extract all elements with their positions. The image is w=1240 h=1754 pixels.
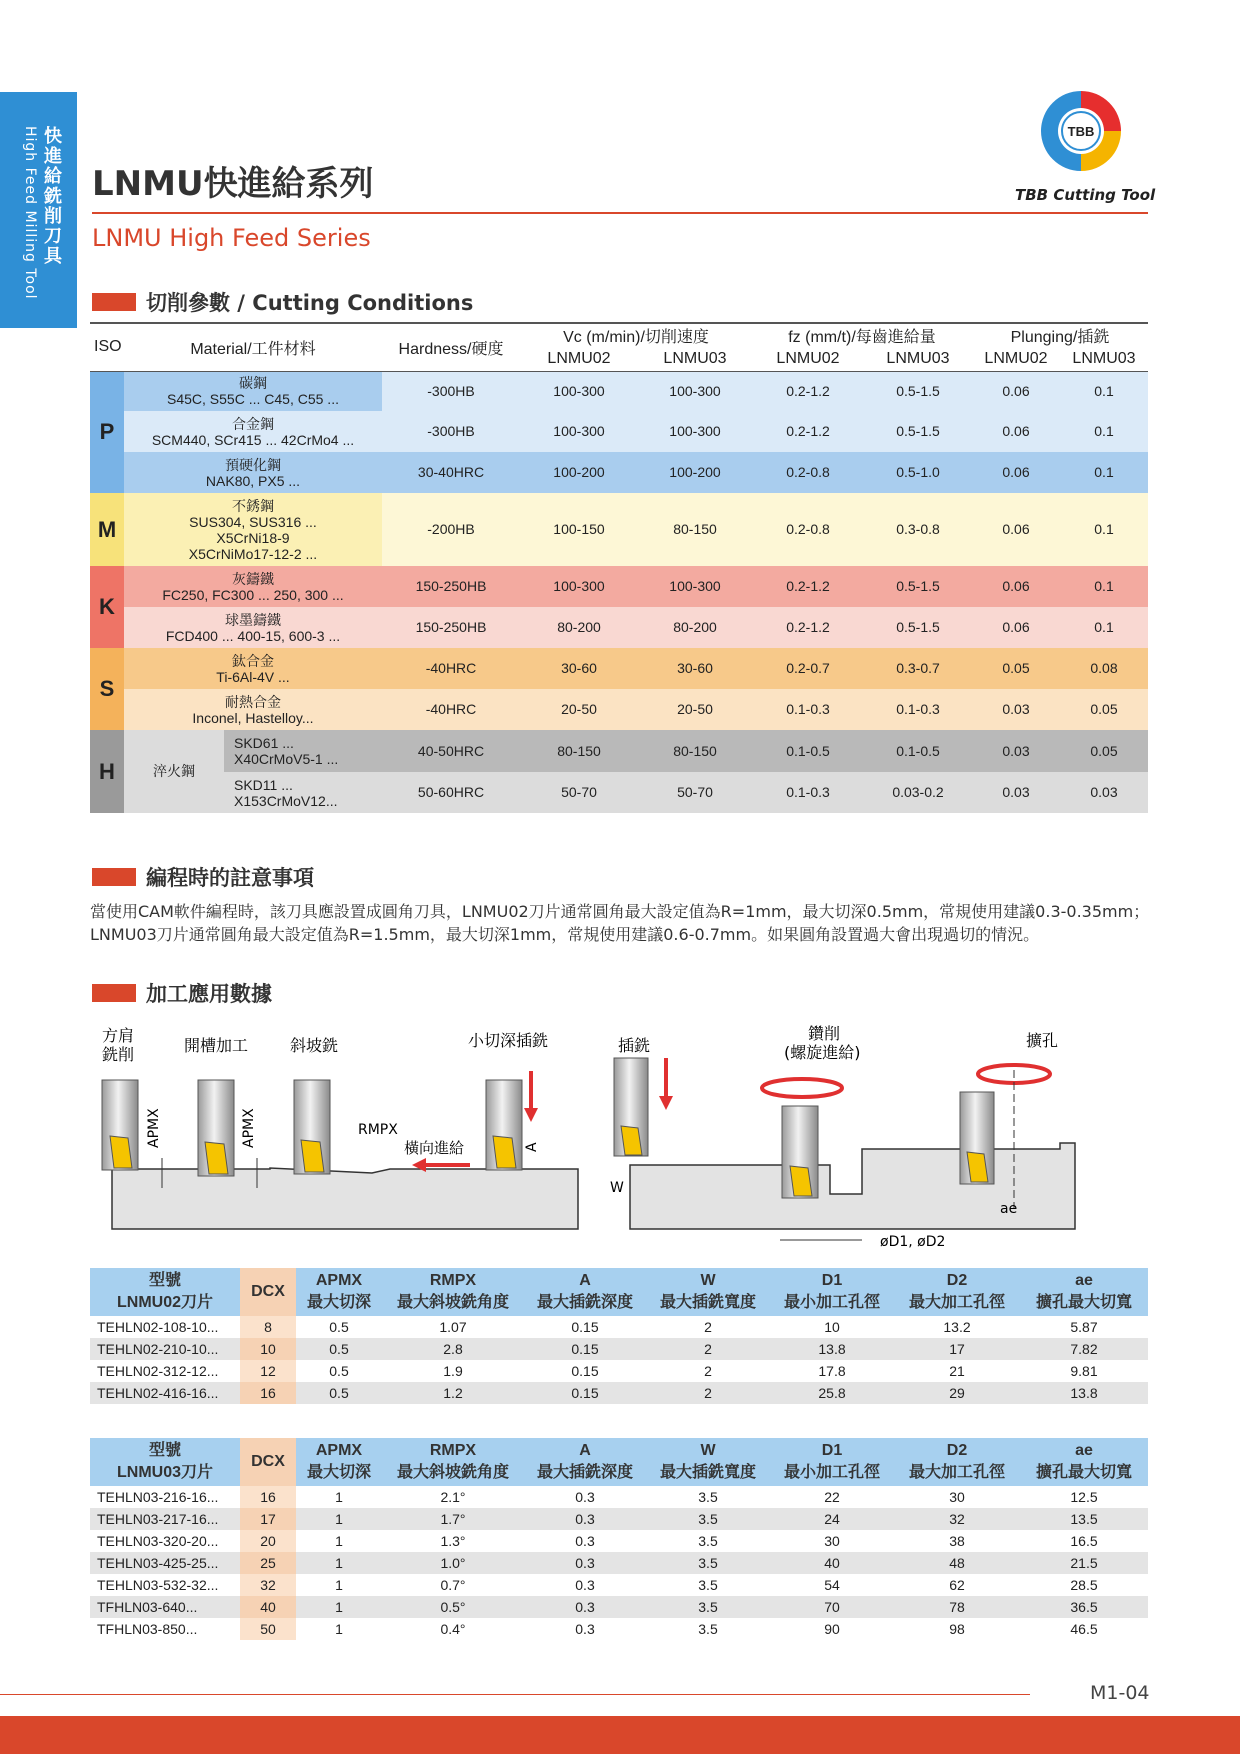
section-bar xyxy=(92,868,136,886)
table-row xyxy=(90,493,1148,566)
table-row: TEHLN03-216-16... 16 1 2.1° 0.3 3.5 22 30 12.5 xyxy=(90,1486,1148,1508)
vc02-cell: 20-50 xyxy=(520,689,638,730)
label-rmpx: RMPX xyxy=(358,1122,398,1138)
pl02-cell: 0.06 xyxy=(972,493,1060,566)
vc03-cell: 80-200 xyxy=(638,607,752,648)
vc03-cell: 30-60 xyxy=(638,648,752,689)
label-apmx-1: APMX xyxy=(146,1108,162,1148)
pl03-cell: 0.1 xyxy=(1060,452,1148,493)
table-row: TEHLN03-425-25... 25 1 1.0° 0.3 3.5 40 48 21.5 xyxy=(90,1552,1148,1574)
table-row: TEHLN03-217-16... 17 1 1.7° 0.3 3.5 24 32 13.5 xyxy=(90,1508,1148,1530)
fz-lnmu03: LNMU03 xyxy=(864,347,972,371)
section-title: 切削參數 / Cutting Conditions xyxy=(146,291,474,315)
table-row xyxy=(90,411,1148,452)
label-square-2: 銑削 xyxy=(102,1045,135,1064)
pl03-cell: 0.1 xyxy=(1060,566,1148,607)
vc-lnmu02: LNMU02 xyxy=(520,347,638,371)
ae-header: ae 擴孔最大切寬 xyxy=(1020,1438,1148,1486)
table-row xyxy=(90,607,1148,648)
fz02-cell: 0.2-1.2 xyxy=(752,607,864,648)
title-divider xyxy=(92,212,1148,214)
pl02-cell: 0.05 xyxy=(972,648,1060,689)
label-small-plunge: 小切深插銑 xyxy=(468,1031,549,1050)
material-cell: SKD61 ... X40CrMoV5-1 ... xyxy=(224,730,382,772)
table-row: TEHLN02-416-16... 16 0.5 1.2 0.15 2 25.8 29 13.8 xyxy=(90,1382,1148,1404)
tbb-logo-icon xyxy=(1036,86,1126,176)
lnmu03-spec-table xyxy=(90,1438,1148,1640)
fz02-cell: 0.1-0.3 xyxy=(752,772,864,813)
vc02-cell: 100-200 xyxy=(520,452,638,493)
material-group-cell: 淬火鋼 xyxy=(124,730,224,813)
fz03-cell: 0.3-0.8 xyxy=(864,493,972,566)
pl02-cell: 0.06 xyxy=(972,566,1060,607)
fz-header: fz (mm/t)/每齒進給量 xyxy=(752,323,972,347)
table-row xyxy=(90,648,1148,689)
fz03-cell: 0.5-1.5 xyxy=(864,566,972,607)
vc03-cell: 80-150 xyxy=(638,730,752,772)
tool-bore xyxy=(960,1092,994,1184)
pl02-cell: 0.06 xyxy=(972,411,1060,452)
vc03-cell: 100-300 xyxy=(638,411,752,452)
table-row xyxy=(90,689,1148,730)
page-title-cn: LNMU快進給系列 xyxy=(92,164,374,204)
material-cell: 耐熱合金 Inconel, Hastelloy... xyxy=(124,689,382,730)
label-helical-1: 鑽削 xyxy=(808,1024,841,1043)
fz02-cell: 0.2-1.2 xyxy=(752,566,864,607)
vc-header: Vc (m/min)/切削速度 xyxy=(520,323,752,347)
vc02-cell: 100-300 xyxy=(520,371,638,411)
material-cell: 預硬化鋼 NAK80, PX5 ... xyxy=(124,452,382,493)
tool-slot xyxy=(198,1080,234,1176)
hardness-cell: -300HB xyxy=(382,371,520,411)
iso-h-badge: H xyxy=(90,730,124,813)
vc-lnmu03: LNMU03 xyxy=(638,347,752,371)
fz02-cell: 0.2-0.8 xyxy=(752,493,864,566)
footer-bar xyxy=(0,1716,1240,1754)
vc02-cell: 100-150 xyxy=(520,493,638,566)
pl03-cell: 0.05 xyxy=(1060,689,1148,730)
vc03-cell: 100-300 xyxy=(638,566,752,607)
fz02-cell: 0.2-1.2 xyxy=(752,411,864,452)
iso-s-badge: S xyxy=(90,648,124,730)
material-cell: 不銹鋼 SUS304, SUS316 ... X5CrNi18-9 X5CrNiMo17-12-2 ... xyxy=(124,493,382,566)
pl-lnmu02: LNMU02 xyxy=(972,347,1060,371)
tool-helical xyxy=(782,1106,818,1198)
tool-small-plunge xyxy=(486,1080,522,1170)
fz02-cell: 0.2-0.7 xyxy=(752,648,864,689)
d1-header: D1 最小加工孔徑 xyxy=(770,1438,894,1486)
label-slot: 開槽加工 xyxy=(184,1036,249,1055)
lnmu02-spec-table xyxy=(90,1268,1148,1404)
pl02-cell: 0.03 xyxy=(972,772,1060,813)
label-square-1: 方肩 xyxy=(102,1026,135,1045)
table-row xyxy=(90,772,1148,813)
section-title: 加工應用數據 xyxy=(146,982,272,1006)
section-heading-data xyxy=(92,978,272,1008)
workpiece-left xyxy=(112,1168,578,1229)
fz03-cell: 0.5-1.5 xyxy=(864,411,972,452)
w-header: W 最大插銑寬度 xyxy=(646,1268,770,1316)
page-title-en: LNMU High Feed Series xyxy=(92,224,371,252)
table-row: TEHLN03-320-20... 20 1 1.3° 0.3 3.5 30 38 16.5 xyxy=(90,1530,1148,1552)
table-row: TEHLN02-210-10... 10 0.5 2.8 0.15 2 13.8 17 7.82 xyxy=(90,1338,1148,1360)
section-bar xyxy=(92,293,136,311)
vc03-cell: 100-300 xyxy=(638,371,752,411)
fz-lnmu02: LNMU02 xyxy=(752,347,864,371)
pl02-cell: 0.06 xyxy=(972,371,1060,411)
pl-lnmu03: LNMU03 xyxy=(1060,347,1148,371)
side-tab-en: High Feed Milling Tool xyxy=(22,126,38,300)
vc02-cell: 80-150 xyxy=(520,730,638,772)
helical-rotation-icon xyxy=(762,1079,842,1097)
vc03-cell: 50-70 xyxy=(638,772,752,813)
label-d: øD1, øD2 xyxy=(880,1234,946,1250)
ae-header: ae 擴孔最大切寬 xyxy=(1020,1268,1148,1316)
fz02-cell: 0.2-0.8 xyxy=(752,452,864,493)
table-row: TEHLN03-532-32... 32 1 0.7° 0.3 3.5 54 62 28.5 xyxy=(90,1574,1148,1596)
page-number: M1-04 xyxy=(1090,1682,1150,1704)
pl02-cell: 0.06 xyxy=(972,607,1060,648)
footer-divider xyxy=(0,1694,1030,1695)
logo-text: TBB xyxy=(1067,124,1095,139)
section-heading-notes xyxy=(92,862,314,892)
rmpx-header: RMPX 最大斜坡銑角度 xyxy=(382,1438,524,1486)
vc02-cell: 30-60 xyxy=(520,648,638,689)
hardness-cell: 150-250HB xyxy=(382,607,520,648)
hardness-cell: 40-50HRC xyxy=(382,730,520,772)
section-bar xyxy=(92,984,136,1002)
table-row: TEHLN02-312-12... 12 0.5 1.9 0.15 2 17.8 21 9.81 xyxy=(90,1360,1148,1382)
fz02-cell: 0.1-0.3 xyxy=(752,689,864,730)
vc02-cell: 50-70 xyxy=(520,772,638,813)
pl03-cell: 0.03 xyxy=(1060,772,1148,813)
vc03-cell: 80-150 xyxy=(638,493,752,566)
pl03-cell: 0.05 xyxy=(1060,730,1148,772)
pl02-cell: 0.03 xyxy=(972,689,1060,730)
iso-p-badge: P xyxy=(90,371,124,493)
vc03-cell: 100-200 xyxy=(638,452,752,493)
label-helical-2: (螺旋進給) xyxy=(784,1043,861,1062)
pl03-cell: 0.1 xyxy=(1060,411,1148,452)
fz03-cell: 0.1-0.3 xyxy=(864,689,972,730)
machining-application-diagram xyxy=(90,1018,1150,1258)
pl03-cell: 0.1 xyxy=(1060,493,1148,566)
apmx-header: APMX 最大切深 xyxy=(296,1438,382,1486)
tool-ramp xyxy=(294,1080,330,1174)
side-tab-cn: 快進給銑削刀具 xyxy=(41,126,62,266)
table-row: TFHLN03-850... 50 1 0.4° 0.3 3.5 90 98 46.5 xyxy=(90,1618,1148,1640)
material-cell: 灰鑄鐵 FC250, FC300 ... 250, 300 ... xyxy=(124,566,382,607)
material-cell: 碳鋼 S45C, S55C ... C45, C55 ... xyxy=(124,371,382,411)
label-bore: 擴孔 xyxy=(1026,1031,1059,1050)
material-cell: 球墨鑄鐵 FCD400 ... 400-15, 600-3 ... xyxy=(124,607,382,648)
iso-k-badge: K xyxy=(90,566,124,648)
a-header: A 最大插銑深度 xyxy=(524,1438,646,1486)
table-row xyxy=(90,730,1148,772)
fz03-cell: 0.3-0.7 xyxy=(864,648,972,689)
label-lateral: 橫向進給 xyxy=(404,1139,465,1157)
label-ae: ae xyxy=(1000,1201,1018,1217)
fz03-cell: 0.1-0.5 xyxy=(864,730,972,772)
pl02-cell: 0.06 xyxy=(972,452,1060,493)
material-header: Material/工件材料 xyxy=(124,323,382,371)
d2-header: D2 最大加工孔徑 xyxy=(894,1268,1020,1316)
label-ramp: 斜坡銑 xyxy=(290,1036,339,1055)
pl02-cell: 0.03 xyxy=(972,730,1060,772)
fz02-cell: 0.1-0.5 xyxy=(752,730,864,772)
hardness-cell: -40HRC xyxy=(382,689,520,730)
table-row: TFHLN03-640... 40 1 0.5° 0.3 3.5 70 78 36.5 xyxy=(90,1596,1148,1618)
vc03-cell: 20-50 xyxy=(638,689,752,730)
hardness-header: Hardness/硬度 xyxy=(382,323,520,371)
cutting-conditions-table xyxy=(90,322,1148,813)
hardness-cell: -40HRC xyxy=(382,648,520,689)
label-apmx-2: APMX xyxy=(241,1108,257,1148)
note-line: LNMU03刀片通常圓角最大設定值為R=1.5mm，最大切深1mm，常規使用建議0.6-0.7mm。如果圓角設置過大會出現過切的情況。 xyxy=(90,925,1040,944)
hardness-cell: 30-40HRC xyxy=(382,452,520,493)
section-heading-conditions xyxy=(92,287,473,317)
section-title: 編程時的註意事項 xyxy=(146,866,314,890)
d1-header: D1 最小加工孔徑 xyxy=(770,1268,894,1316)
label-a: A xyxy=(524,1142,540,1152)
w-header: W 最大插銑寬度 xyxy=(646,1438,770,1486)
vc02-cell: 100-300 xyxy=(520,411,638,452)
hardness-cell: -200HB xyxy=(382,493,520,566)
hardness-cell: -300HB xyxy=(382,411,520,452)
tool-square xyxy=(102,1080,138,1170)
pl03-cell: 0.1 xyxy=(1060,607,1148,648)
table-row xyxy=(90,452,1148,493)
d2-header: D2 最大加工孔徑 xyxy=(894,1438,1020,1486)
fz02-cell: 0.2-1.2 xyxy=(752,371,864,411)
fz03-cell: 0.5-1.0 xyxy=(864,452,972,493)
vc02-cell: 80-200 xyxy=(520,607,638,648)
hardness-cell: 150-250HB xyxy=(382,566,520,607)
material-cell: 合金鋼 SCM440, SCr415 ... 42CrMo4 ... xyxy=(124,411,382,452)
label-plunge: 插銑 xyxy=(618,1036,651,1055)
label-w: W xyxy=(610,1180,624,1196)
fz03-cell: 0.5-1.5 xyxy=(864,371,972,411)
brand-name: TBB Cutting Tool xyxy=(1015,186,1156,204)
programming-notes xyxy=(90,900,1170,946)
tool-plunge xyxy=(614,1058,648,1156)
dcx-header: DCX xyxy=(240,1268,296,1316)
plunge-header: Plunging/插銑 xyxy=(972,323,1148,347)
side-tab xyxy=(0,92,77,328)
a-header: A 最大插銑深度 xyxy=(524,1268,646,1316)
material-cell: 鈦合金 Ti-6Al-4V ... xyxy=(124,648,382,689)
table-row: TEHLN02-108-10... 8 0.5 1.07 0.15 2 10 13.2 5.87 xyxy=(90,1316,1148,1338)
pl03-cell: 0.08 xyxy=(1060,648,1148,689)
rmpx-header: RMPX 最大斜坡銑角度 xyxy=(382,1268,524,1316)
table-row xyxy=(90,566,1148,607)
iso-m-badge: M xyxy=(90,493,124,566)
iso-header: ISO xyxy=(90,323,124,371)
dcx-header: DCX xyxy=(240,1438,296,1486)
hardness-cell: 50-60HRC xyxy=(382,772,520,813)
model-header: 型號 LNMU03刀片 xyxy=(90,1438,240,1486)
table-row xyxy=(90,371,1148,411)
apmx-header: APMX 最大切深 xyxy=(296,1268,382,1316)
model-header: 型號 LNMU02刀片 xyxy=(90,1268,240,1316)
pl03-cell: 0.1 xyxy=(1060,371,1148,411)
material-cell: SKD11 ... X153CrMoV12... xyxy=(224,772,382,813)
vc02-cell: 100-300 xyxy=(520,566,638,607)
note-line: 當使用CAM軟件編程時，該刀具應設置成圓角刀具，LNMU02刀片通常圓角最大設定值為R=1mm，最大切深0.5mm，常規使用建議0.3-0.35mm； xyxy=(90,902,1150,921)
fz03-cell: 0.5-1.5 xyxy=(864,607,972,648)
fz03-cell: 0.03-0.2 xyxy=(864,772,972,813)
